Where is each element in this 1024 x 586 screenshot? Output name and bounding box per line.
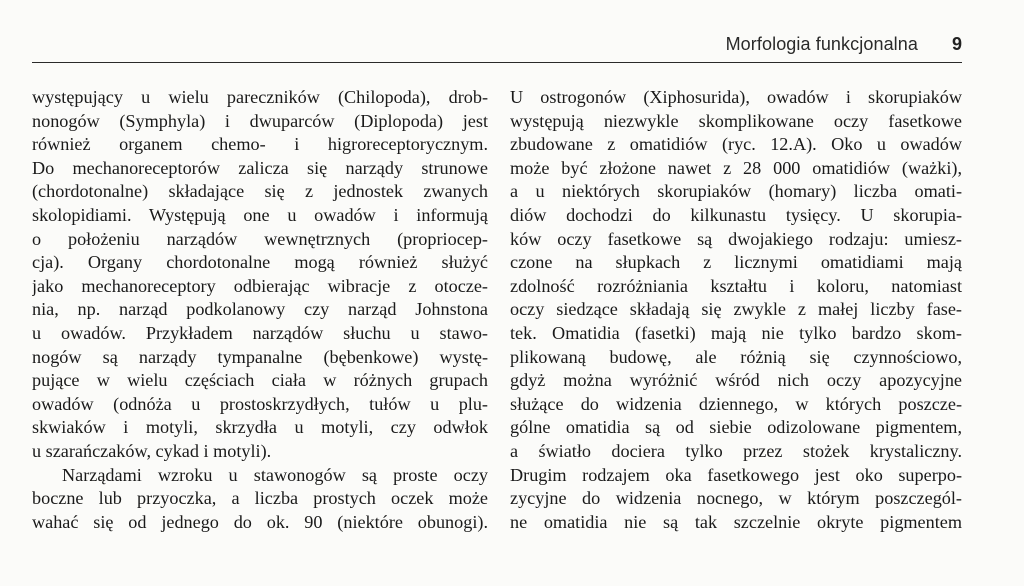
text-line: u szarańczaków, cykad i motyli). — [32, 440, 272, 461]
text-line: występujący u wielu pareczników (Chilopoda), drob- — [32, 87, 488, 107]
running-head: Morfologia funkcjonalna — [725, 34, 918, 54]
text-line: pujące w wielu częściach ciała w różnych grupach — [32, 370, 488, 391]
text-line: występują niezwykle skomplikowane oczy fasetkowe — [510, 110, 962, 131]
text-line: plikowaną budowę, ale różnią się czynnościowo, — [510, 346, 962, 367]
text-line: nonogów (Symphyla) i dwuparców (Diplopoda) jest — [32, 110, 488, 131]
text-line: służące do widzenia dziennego, w których poszcze- — [510, 393, 962, 414]
text-line: zdolność rozróżniania kształtu i koloru, natomiast — [510, 275, 962, 296]
text-line: cja). Organy chordotonalne mogą również służyć — [32, 252, 488, 273]
left-column — [32, 86, 488, 534]
text-line: a u niektórych skorupiaków (homary) liczba omati- — [510, 181, 962, 202]
text-line: boczne lub przyoczka, a liczba prostych oczek może — [32, 488, 488, 509]
text-line: jako mechanoreceptory odbierając wibracje z otocze- — [32, 275, 488, 296]
text-line: Do mechanoreceptorów zalicza się narządy strunowe — [32, 157, 488, 178]
text-line: owadów (odnóża u prostoskrzydłych, tułów u plu- — [32, 393, 488, 414]
text-line: ków oczy fasetkowe są dwojakiego rodzaju: umiesz- — [510, 228, 962, 249]
text-line: u owadów. Przykładem narządów słuchu u stawo- — [32, 322, 488, 343]
text-line: U ostrogonów (Xiphosurida), owadów i skorupiaków — [510, 87, 962, 107]
text-line: gdyż można wyróżnić wśród nich oczy apozycyjne — [510, 370, 962, 391]
text-line: gólne omatidia są od siebie odizolowane pigmentem, — [510, 417, 962, 438]
text-line: ne omatidia nie są tak szczelnie okryte pigmentem — [510, 511, 962, 532]
text-line: nia, np. narząd podkolanowy czy narząd Johnstona — [32, 299, 488, 320]
text-line: a światło dociera tylko przez stożek krystaliczny. — [510, 440, 962, 461]
text-line: również organem chemo- i higroreceptorycznym. — [32, 134, 488, 155]
text-line: skolopidiami. Występują one u owadów i informują — [32, 204, 488, 225]
text-line: skwiaków i motyli, skrzydła u motyli, czy odwłok — [32, 417, 488, 438]
text-line: może być złożone nawet z 28 000 omatidiów (ważki), — [510, 157, 962, 178]
page-number: 9 — [951, 34, 962, 54]
page-header — [32, 34, 962, 63]
text-line: (chordotonalne) składające się z jednostek zwanych — [32, 181, 488, 202]
text-line: nogów są narządy tympanalne (bębenkowe) wystę- — [32, 346, 488, 367]
text-line: diów dochodzi do kilkunastu tysięcy. U skorupia- — [510, 204, 962, 225]
text-line: zycyjne do widzenia nocnego, w którym poszczegól- — [510, 488, 962, 509]
text-line: zbudowane z omatidiów (ryc. 12.A). Oko u owadów — [510, 134, 962, 155]
right-column — [510, 86, 962, 534]
text-line: Drugim rodzajem oka fasetkowego jest oko superpo- — [510, 464, 962, 485]
text-line: Narządami wzroku u stawonogów są proste oczy — [62, 464, 488, 485]
text-line: oczy siedzące składają się zwykle z małej liczby fase- — [510, 299, 962, 320]
text-line: tek. Omatidia (fasetki) mają nie tylko bardzo skom- — [510, 322, 962, 343]
text-line: wahać się od jednego do ok. 90 (niektóre obunogi). — [32, 511, 488, 532]
text-line: czone na słupkach z licznymi omatidiami mają — [510, 252, 962, 273]
text-line: o położeniu narządów wewnętrznych (propriocep- — [32, 228, 488, 249]
